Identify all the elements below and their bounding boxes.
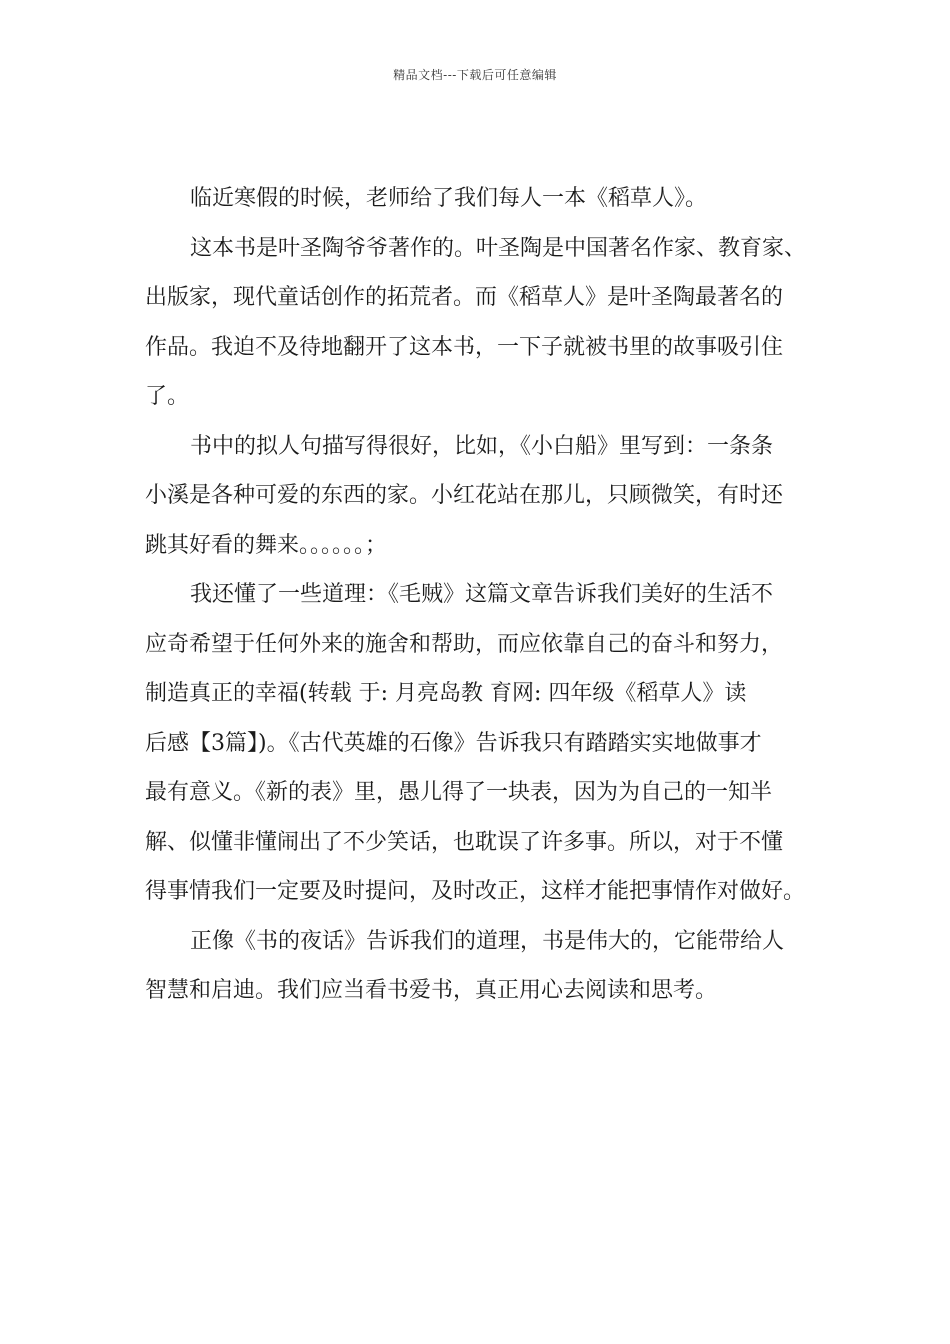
body-line: 这本书是叶圣陶爷爷著作的。叶圣陶是中国著名作家、教育家、: [190, 235, 807, 261]
body-line: 作品。我迫不及待地翻开了这本书，一下子就被书里的故事吸引住: [145, 334, 784, 360]
document-body: [145, 174, 835, 1016]
body-line: 后感【3篇】)。《古代英雄的石像》告诉我只有踏踏实实地做事才: [145, 730, 762, 756]
body-line: 智慧和启迪。我们应当看书爱书，真正用心去阅读和思考。: [145, 978, 718, 1003]
body-line: 解、似懂非懂闹出了不少笑话，也耽误了许多事。所以，对于不懂: [145, 829, 784, 855]
body-line: 应奇希望于任何外来的施舍和帮助，而应依靠自己的奋斗和努力，: [145, 631, 784, 657]
body-line: 最有意义。《新的表》里，愚儿得了一块表，因为为自己的一知半: [145, 780, 773, 805]
body-line: 我还懂了一些道理：《毛贼》这篇文章告诉我们美好的生活不: [190, 582, 774, 607]
body-line: 出版家，现代童话创作的拓荒者。而《稻草人》是叶圣陶最著名的: [145, 285, 784, 310]
body-line: 了。: [145, 384, 190, 409]
body-line: 跳其好看的舞来。。。。。。；: [145, 532, 388, 558]
body-line: 书中的拟人句描写得很好，比如，《小白船》里写到：一条条: [190, 433, 774, 459]
body-line: 得事情我们一定要及时提问，及时改正，这样才能把事情作对做好。: [145, 879, 806, 904]
body-line: 临近寒假的时候，老师给了我们每人一本《稻草人》。: [190, 186, 708, 211]
body-line: 小溪是各种可爱的东西的家。小红花站在那儿，只顾微笑，有时还: [145, 483, 784, 508]
body-line: 正像《书的夜话》告诉我们的道理，书是伟大的，它能带给人: [190, 928, 785, 954]
page-header: 精品文档---下载后可任意编辑: [393, 68, 557, 82]
body-line: 制造真正的幸福(转载 于: 月亮岛教 育网: 四年级《稻草人》读: [145, 681, 747, 706]
